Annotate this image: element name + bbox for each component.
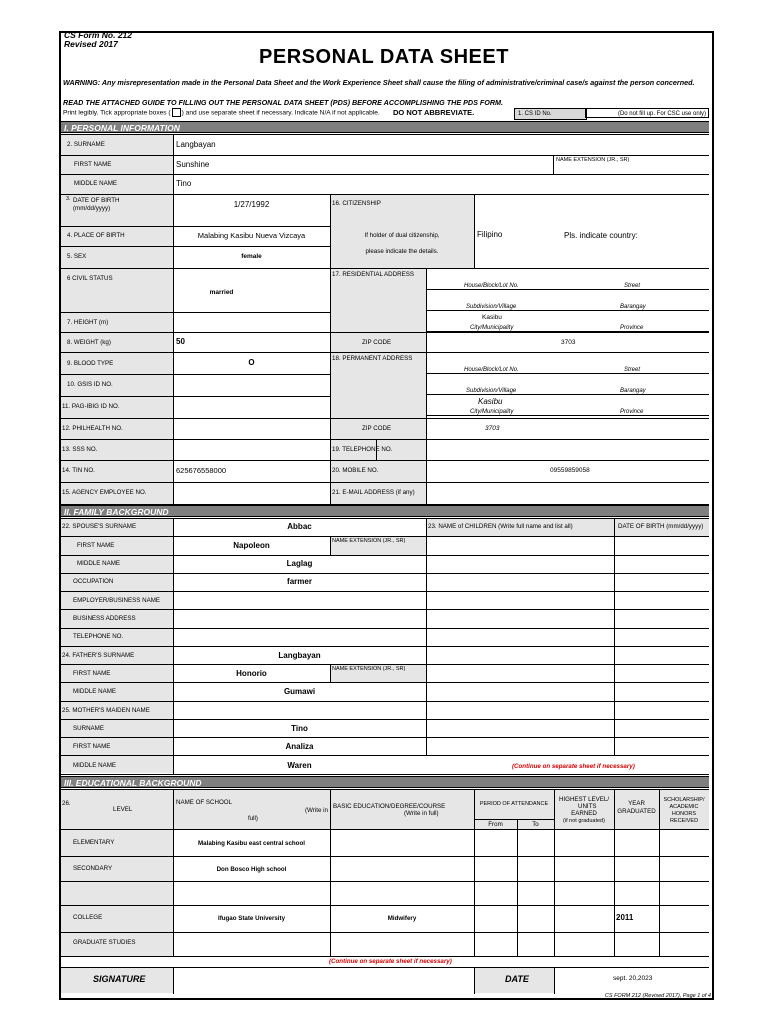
form-number-text: CS Form No. 212	[64, 30, 133, 40]
perm-house-label: House/Block/Lot No.	[464, 367, 519, 373]
spouse-surname-label: 22. SPOUSE'S SURNAME	[62, 523, 137, 530]
dual-citizenship-note-1: If holder of dual citizenship,	[364, 232, 440, 239]
signature-field[interactable]	[174, 968, 473, 993]
gsis-label: 10. GSIS ID NO.	[67, 381, 113, 388]
father-first-name-field[interactable]: Honorio	[236, 669, 267, 678]
sex-field[interactable]: female	[241, 253, 262, 260]
perm-barangay-label: Barangay	[620, 388, 646, 394]
perm-street-label: Street	[624, 367, 641, 373]
school-full: full)	[248, 815, 258, 822]
secondary-label: SECONDARY	[73, 865, 113, 872]
citizenship-label: 16. CITIZENSHIP	[332, 200, 381, 207]
graduate-studies-label: GRADUATE STUDIES	[73, 939, 136, 946]
elementary-school-field[interactable]: Malabing Kasibu east central school	[198, 840, 305, 847]
first-name-label: FIRST NAME	[74, 161, 112, 168]
perm-city-field[interactable]: Kasibu	[478, 397, 503, 406]
tin-label: 14. TIN NO.	[62, 467, 95, 474]
tin-field[interactable]: 625676558000	[176, 466, 227, 475]
spouse-name-ext-label: NAME EXTENSION (JR., SR)	[332, 538, 406, 544]
occupation-field[interactable]: farmer	[287, 577, 312, 586]
spouse-first-name-field[interactable]: Napoleon	[233, 541, 270, 550]
tick-box-sample	[172, 108, 181, 117]
perm-zip-label: ZIP CODE	[362, 425, 392, 432]
form-footer: CS FORM 212 (Revised 2017), Page 1 of 4	[604, 993, 711, 999]
father-first-name-label: FIRST NAME	[73, 670, 111, 677]
children-label: 23. NAME of CHILDREN (Write full name and list all)	[428, 523, 573, 530]
mobile-label: 20. MOBILE NO.	[332, 467, 379, 474]
scholarship-line-1: SCHOLARSHIP/	[663, 797, 705, 803]
telephone-label: 19. TELEPHONE NO.	[332, 446, 393, 453]
college-school-field[interactable]: Ifugao State University	[217, 915, 286, 922]
dob-label: DATE OF BIRTH	[73, 197, 120, 204]
from-header: From	[488, 821, 503, 828]
dob-number: 3.	[66, 196, 71, 202]
sex-label: 5. SEX	[67, 253, 87, 260]
elementary-label: ELEMENTARY	[73, 839, 115, 846]
mother-middle-name-field[interactable]: Waren	[287, 761, 312, 770]
read-guide-text: READ THE ATTACHED GUIDE TO FILLING OUT THE PERSONAL DATA SHEET (PDS) BEFORE ACCOMPLISHING THE PDS FORM.	[63, 98, 504, 107]
business-address-label: BUSINESS ADDRESS	[73, 615, 136, 622]
father-surname-label: 24. FATHER'S SURNAME	[62, 652, 135, 659]
blood-type-label: 9. BLOOD TYPE	[67, 360, 114, 367]
res-zip-field[interactable]: 3703	[561, 339, 576, 346]
mother-maiden-name-label: 25. MOTHER'S MAIDEN NAME	[62, 707, 150, 714]
perm-province-label: Province	[620, 409, 644, 415]
dual-citizenship-note-2: please indicate the details.	[365, 248, 439, 255]
year-graduated-header	[614, 800, 659, 816]
signature-label: SIGNATURE	[93, 974, 146, 984]
res-zip-label: ZIP CODE	[362, 339, 392, 346]
spouse-first-name-label: FIRST NAME	[77, 542, 115, 549]
res-province-label: Province	[620, 325, 644, 331]
year-graduated-line-2: GRADUATED	[617, 808, 656, 815]
email-label: 21. E-MAIL ADDRESS (if any)	[332, 489, 415, 496]
mobile-field[interactable]: 09559859058	[550, 467, 590, 474]
course-write-in: (Write in full)	[404, 810, 439, 817]
place-of-birth-field[interactable]: Malabing Kasibu Nueva Vizcaya	[197, 231, 306, 240]
section-personal-information: I. PERSONAL INFORMATION	[61, 121, 709, 133]
dob-field[interactable]: 1/27/1992	[233, 200, 270, 209]
spouse-surname-field[interactable]: Abbac	[287, 522, 312, 531]
res-street-label: Street	[624, 283, 641, 289]
highest-level-line-1: HIGHEST LEVEL/	[558, 796, 610, 803]
res-barangay-label: Barangay	[620, 304, 646, 310]
highest-level-header	[554, 796, 614, 825]
spouse-telephone-label: TELEPHONE NO.	[73, 633, 124, 640]
do-not-abbreviate: DO NOT ABBREVIATE.	[393, 108, 475, 117]
height-label: 7. HEIGHT (m)	[67, 319, 109, 326]
college-course-field[interactable]: Midwifery	[387, 915, 417, 922]
sss-label: 13. SSS NO.	[62, 446, 98, 453]
res-city-label: City/Municipality	[470, 325, 514, 331]
cs-id-field	[585, 108, 709, 118]
place-of-birth-label: 4. PLACE OF BIRTH	[67, 232, 125, 239]
scholarship-line-3: HONORS	[671, 811, 697, 817]
country-label: Pls. indicate country:	[564, 231, 638, 240]
warning-text: WARNING: Any misrepresentation made in the Personal Data Sheet and the Work Experience Sheet shall cause the filing of administrative/criminal case/s against the person concerned.	[63, 78, 695, 87]
father-middle-name-label: MIDDLE NAME	[73, 688, 116, 695]
pagibig-label: 11. PAG-IBIG ID NO.	[62, 403, 120, 410]
date-field[interactable]: sept. 20,2023	[613, 975, 653, 982]
college-label: COLLEGE	[73, 914, 103, 921]
res-subdivision-label: Subdivision/Village	[466, 304, 517, 310]
course-header: BASIC EDUCATION/DEGREE/COURSE	[333, 803, 446, 810]
date-label: DATE	[505, 974, 529, 984]
weight-label: 8. WEIGHT (kg)	[67, 339, 111, 346]
section-educational-background: III. EDUCATIONAL BACKGROUND	[61, 776, 709, 788]
highest-level-line-4: (if not graduated)	[563, 818, 605, 824]
dob-format-label: (mm/dd/yyyy)	[73, 205, 111, 212]
agency-employee-label: 15. AGENCY EMPLOYEE NO.	[62, 489, 147, 496]
blood-type-field[interactable]: O	[248, 358, 255, 367]
print-instruction	[63, 108, 380, 117]
middle-name-field[interactable]: Tino	[176, 179, 192, 188]
college-year-field[interactable]: 2011	[616, 913, 634, 922]
residential-address-label: 17. RESIDENTIAL ADDRESS	[332, 271, 414, 278]
scholarship-line-2: ACADEMIC	[669, 804, 699, 810]
civil-status-field[interactable]: married	[209, 289, 234, 296]
cs-id-note: (Do not fill up. For CSC use only)	[617, 111, 706, 117]
father-middle-name-field[interactable]: Gumawi	[283, 687, 316, 696]
employer-label: EMPLOYER/BUSINESS NAME	[73, 597, 160, 604]
education-level-column	[61, 829, 173, 956]
weight-field[interactable]: 50	[176, 337, 185, 346]
res-city-field[interactable]: Kasibu	[482, 314, 502, 321]
permanent-address-label: 18. PERMANENT ADDRESS	[332, 355, 413, 362]
mother-first-name-label: FIRST NAME	[73, 743, 111, 750]
middle-name-label: MIDDLE NAME	[74, 180, 117, 187]
res-house-label: House/Block/Lot No.	[464, 283, 519, 289]
first-name-field[interactable]: Sunshine	[176, 160, 210, 169]
school-write-in: (Write in	[305, 807, 328, 814]
mother-surname-label: SURNAME	[73, 725, 104, 732]
school-header: NAME OF SCHOOL	[176, 799, 233, 806]
philhealth-label: 12. PHILHEALTH NO.	[62, 425, 123, 432]
spouse-middle-name-field[interactable]: Laglag	[286, 559, 313, 568]
perm-subdivision-label: Subdivision/Village	[466, 388, 517, 394]
scholarship-header	[659, 797, 709, 825]
highest-level-line-2: UNITS	[578, 803, 597, 810]
name-extension-label: NAME EXTENSION (JR., SR)	[556, 157, 630, 163]
citizenship-field[interactable]: Filipino	[477, 230, 503, 239]
father-surname-field[interactable]: Langbayan	[278, 651, 321, 660]
civil-status-label: 6 CIVIL STATUS	[67, 275, 113, 282]
scholarship-line-4: RECEIVED	[669, 818, 699, 824]
mother-first-name-field[interactable]: Analiza	[285, 742, 314, 751]
cs-id-label: 1. CS ID No.	[514, 108, 587, 120]
perm-zip-field[interactable]: 3703	[485, 425, 500, 432]
surname-field[interactable]: Langbayan	[176, 140, 216, 149]
education-continue-note: (Continue on separate sheet if necessary)	[329, 958, 452, 965]
mother-surname-field[interactable]: Tino	[291, 724, 308, 733]
year-graduated-line-1: YEAR	[628, 800, 645, 807]
education-number: 26.	[62, 800, 71, 807]
family-continue-note: (Continue on separate sheet if necessary)	[512, 763, 635, 770]
form-revised: Revised 2017	[64, 39, 118, 49]
father-name-ext-label: NAME EXTENSION (JR., SR)	[332, 666, 406, 672]
period-header: PERIOD OF ATTENDANCE	[479, 801, 549, 807]
children-dob-label: DATE OF BIRTH (mm/dd/yyyy)	[618, 523, 704, 530]
surname-label: 2. SURNAME	[67, 141, 105, 148]
spouse-middle-name-label: MIDDLE NAME	[77, 560, 120, 567]
perm-city-label: City/Municipality	[470, 409, 514, 415]
highest-level-line-3: EARNED	[571, 810, 597, 817]
page-title: PERSONAL DATA SHEET	[259, 46, 509, 68]
occupation-label: OCCUPATION	[73, 578, 114, 585]
print-instruction-b: ) and use separate sheet if necessary. Indicate N/A if not applicable.	[181, 109, 380, 117]
mother-middle-name-label: MIDDLE NAME	[73, 762, 116, 769]
section-family-background: II. FAMILY BACKGROUND	[61, 505, 709, 517]
secondary-school-field[interactable]: Don Bosco High school	[216, 866, 287, 873]
print-instruction-a: Print legibly. Tick appropriate boxes (	[63, 109, 171, 117]
to-header: To	[532, 821, 539, 828]
level-header: LEVEL	[113, 806, 133, 813]
